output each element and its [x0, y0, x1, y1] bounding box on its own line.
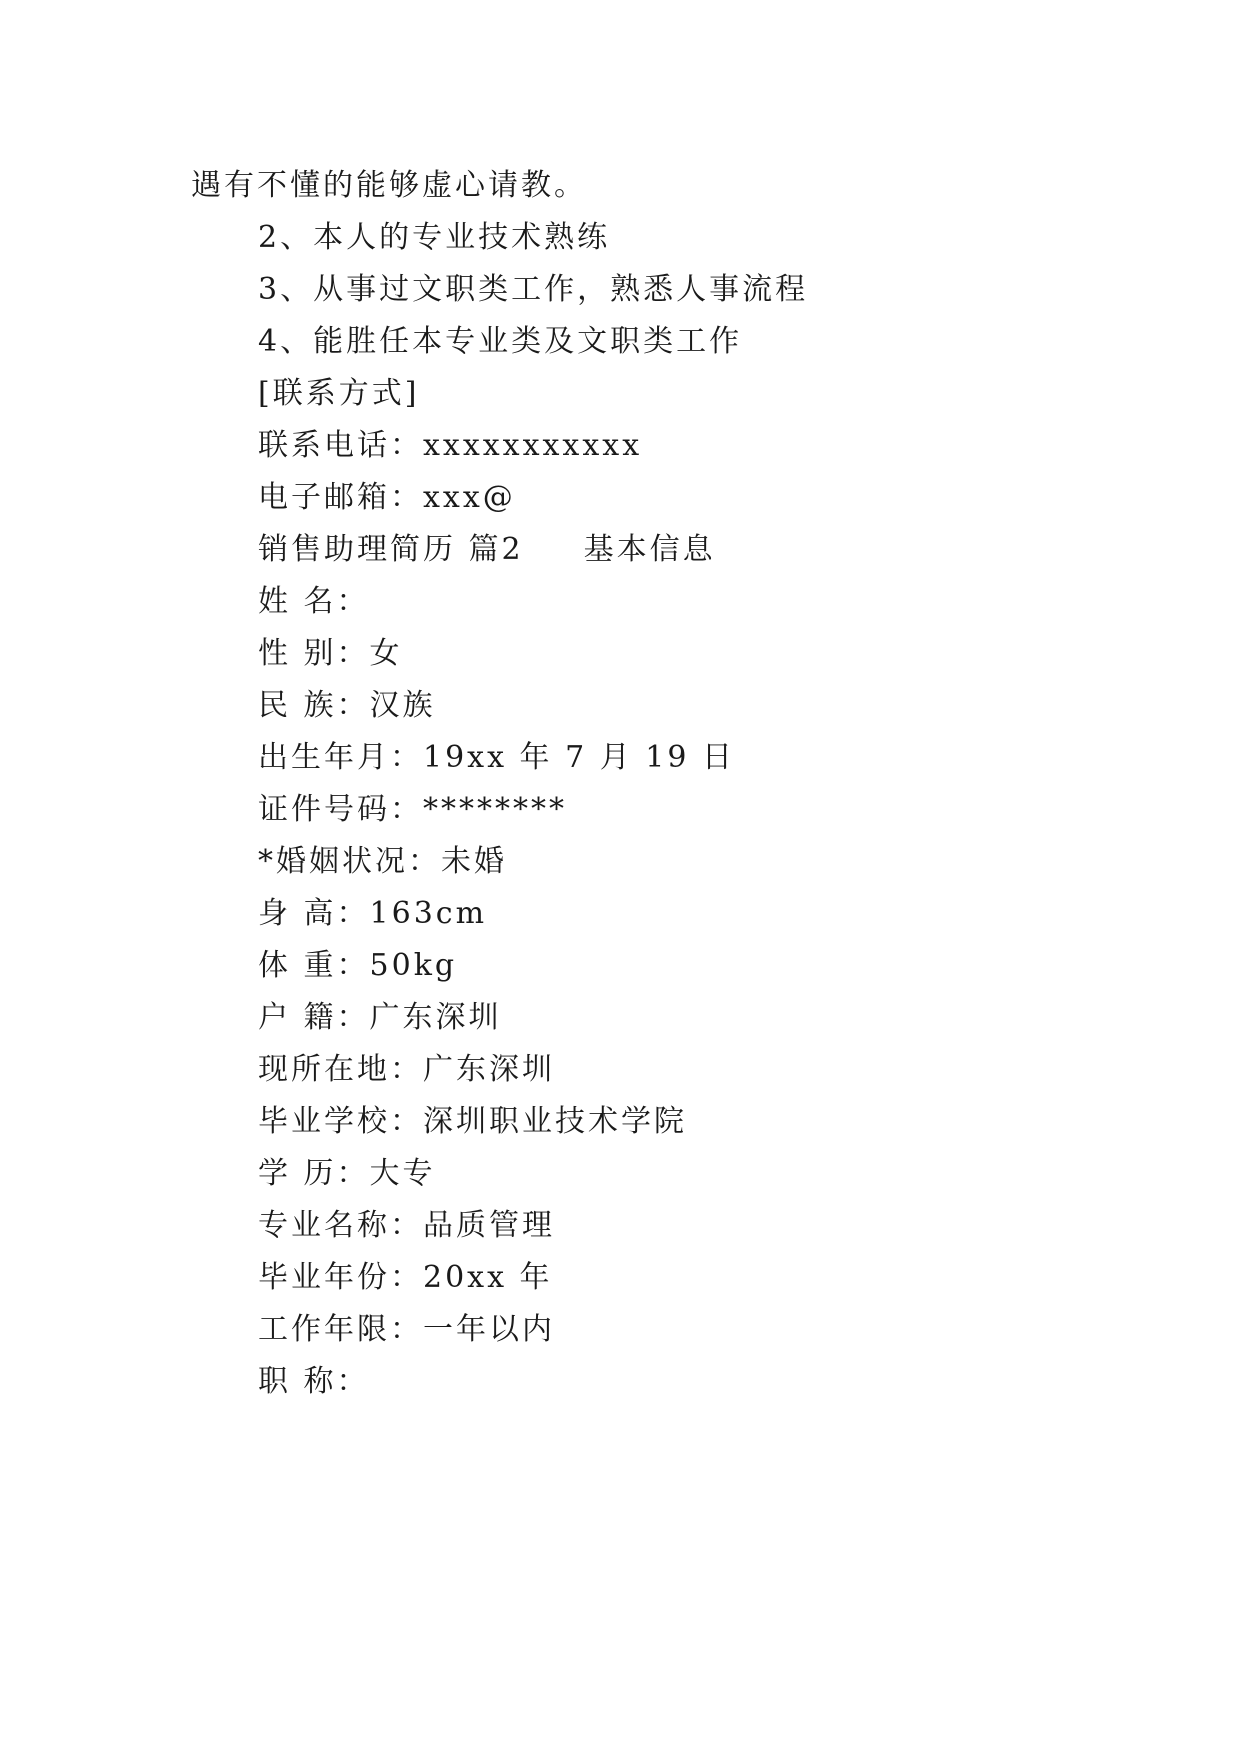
- field-education: 学 历：大专: [258, 1156, 436, 1191]
- field-professional-title: 职 称：: [258, 1364, 370, 1399]
- text-line-skill-2: 2、本人的专业技术熟练: [258, 220, 611, 255]
- text-line-skill-3: 3、从事过文职类工作，熟悉人事流程: [258, 272, 809, 307]
- field-ethnicity: 民 族：汉族: [258, 688, 436, 723]
- field-marital-status: *婚姻状况：未婚: [258, 844, 507, 879]
- section-heading-basic-info: 基本信息: [583, 532, 716, 567]
- field-work-experience: 工作年限：一年以内: [258, 1312, 555, 1347]
- field-id-number: 证件号码：********: [258, 792, 567, 827]
- field-height: 身 高：163cm: [258, 896, 488, 931]
- field-current-location: 现所在地：广东深圳: [258, 1052, 555, 1087]
- field-graduation-year: 毕业年份：20xx 年: [258, 1260, 553, 1295]
- field-household-registration: 户 籍：广东深圳: [258, 1000, 502, 1035]
- field-birth-date: 出生年月：19xx 年 7 月 19 日: [258, 740, 735, 775]
- resume-title: 销售助理简历 篇2: [258, 532, 524, 567]
- resume-title-line: [258, 530, 716, 570]
- field-name: 姓 名：: [258, 584, 370, 619]
- contact-phone: 联系电话：xxxxxxxxxxx: [258, 428, 643, 463]
- section-heading-contact: [联系方式]: [258, 376, 420, 411]
- contact-email: 电子邮箱：xxx@: [258, 480, 516, 515]
- field-school: 毕业学校：深圳职业技术学院: [258, 1104, 687, 1139]
- text-line-skill-4: 4、能胜任本专业类及文职类工作: [258, 324, 743, 359]
- field-gender: 性 别：女: [258, 636, 403, 671]
- text-line-continuation: 遇有不懂的能够虚心请教。: [191, 168, 587, 203]
- field-weight: 体 重：50kg: [258, 948, 458, 983]
- field-major: 专业名称：品质管理: [258, 1208, 555, 1243]
